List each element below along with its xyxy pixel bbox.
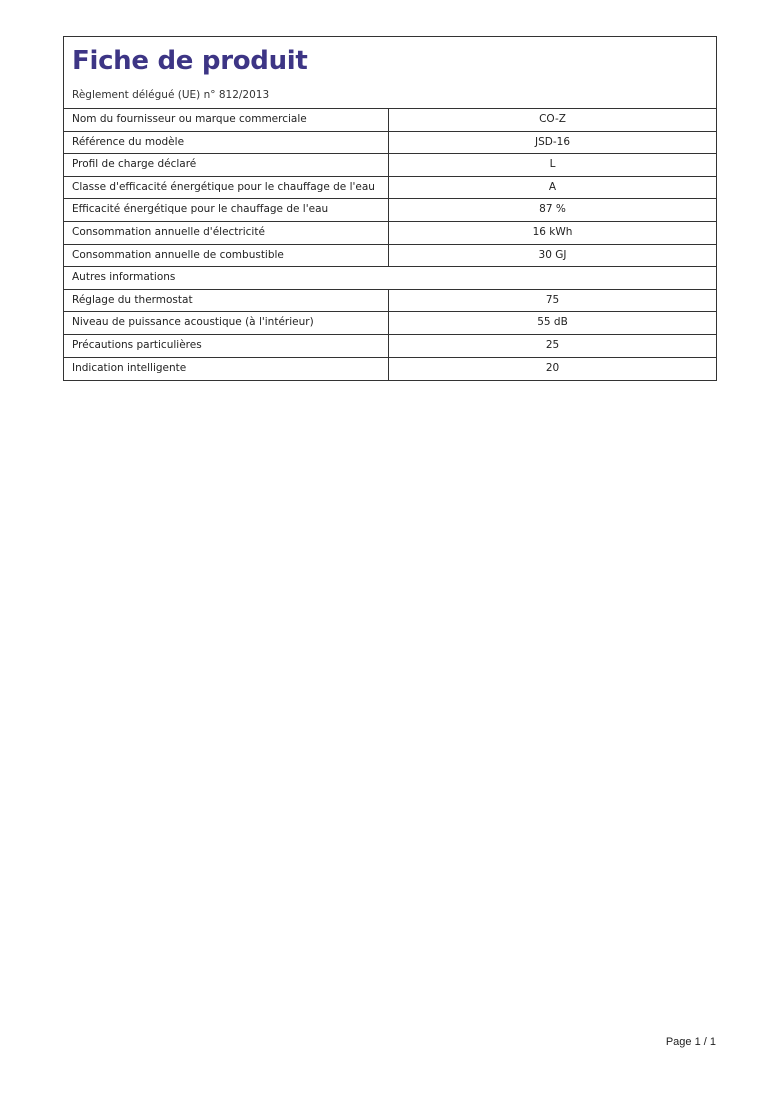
row-label: Consommation annuelle de combustible — [64, 245, 389, 267]
regulation-subtitle: Règlement délégué (UE) n° 812/2013 — [72, 89, 270, 101]
row-label: Réglage du thermostat — [64, 290, 389, 312]
page-title: Fiche de produit — [72, 46, 308, 76]
section-heading-row — [64, 267, 716, 290]
row-value: 87 % — [539, 203, 566, 216]
row-label: Efficacité énergétique pour le chauffage de l'eau — [64, 199, 389, 221]
row-value: JSD-16 — [535, 135, 570, 148]
table-row — [64, 199, 716, 222]
table-row — [64, 358, 716, 381]
sheet-header — [64, 37, 716, 109]
page-number: Page 1 / 1 — [665, 1036, 716, 1048]
row-label: Précautions particulières — [64, 335, 389, 357]
row-value: 30 GJ — [538, 248, 567, 261]
table-row — [64, 245, 716, 268]
table-row — [64, 109, 716, 132]
row-label: Indication intelligente — [64, 358, 389, 381]
row-label: Classe d'efficacité énergétique pour le chauffage de l'eau — [64, 177, 389, 199]
section-heading: Autres informations — [72, 271, 176, 284]
row-label: Consommation annuelle d'électricité — [64, 222, 389, 244]
table-row — [64, 177, 716, 200]
row-value: 75 — [545, 293, 560, 306]
row-value: 20 — [545, 361, 560, 374]
table-row — [64, 312, 716, 335]
row-label: Profil de charge déclaré — [64, 154, 389, 176]
row-value: A — [548, 180, 557, 193]
table-row — [64, 154, 716, 177]
row-label: Référence du modèle — [64, 132, 389, 154]
product-sheet-table — [63, 36, 717, 381]
table-row — [64, 290, 716, 313]
row-value: L — [549, 158, 556, 171]
row-value: 16 kWh — [532, 225, 573, 238]
row-value: CO-Z — [539, 113, 566, 125]
row-value: 25 — [545, 338, 560, 351]
table-row — [64, 335, 716, 358]
row-value: 55 dB — [537, 316, 568, 329]
table-row — [64, 222, 716, 245]
row-label: Nom du fournisseur ou marque commerciale — [64, 109, 389, 131]
row-label: Niveau de puissance acoustique (à l'intérieur) — [64, 312, 389, 334]
table-row — [64, 132, 716, 155]
